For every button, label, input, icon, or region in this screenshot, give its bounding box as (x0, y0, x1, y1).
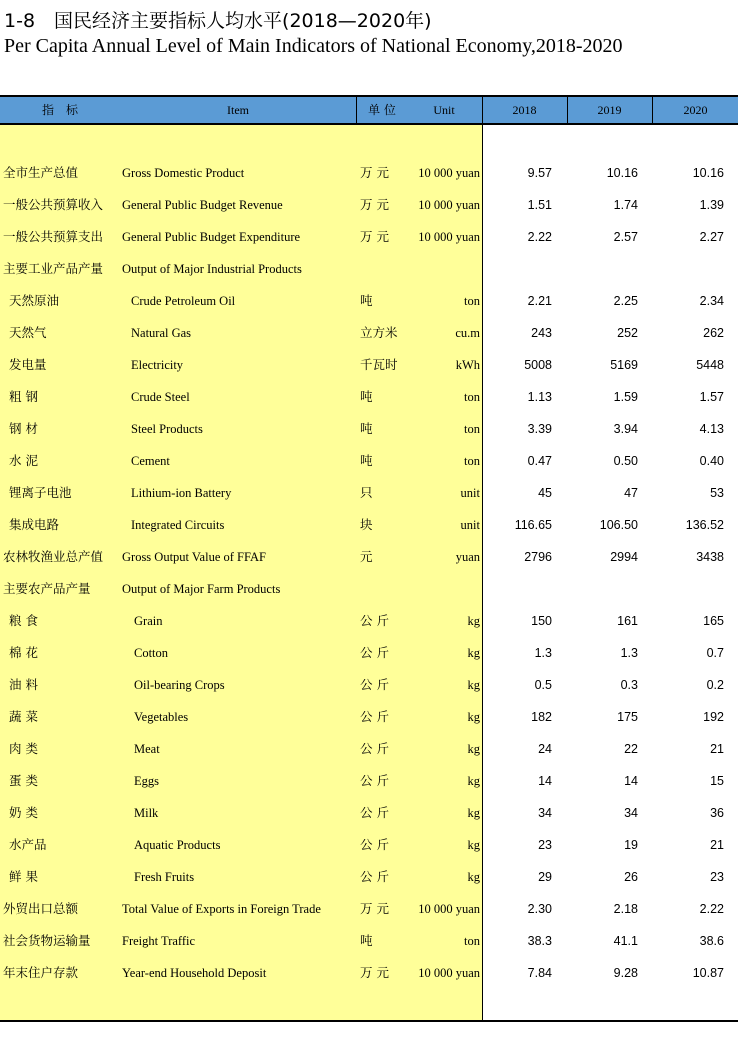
row-unit-en: kg (467, 678, 480, 692)
row-label-en: Aquatic Products (134, 838, 221, 852)
row-unit-en: unit (460, 518, 480, 532)
row-label-en: Electricity (131, 358, 184, 372)
row-value-2018: 2.21 (527, 294, 552, 308)
row-label-en: Eggs (134, 774, 159, 788)
row-unit-cn: 元 (360, 549, 373, 564)
row-unit-cn: 块 (360, 517, 373, 532)
row-unit-cn: 公 斤 (360, 805, 389, 820)
row-label-cn: 水 泥 (9, 453, 38, 468)
row-value-2018: 182 (531, 710, 552, 724)
table-row (0, 349, 738, 381)
row-value-2019: 175 (617, 710, 638, 724)
row-value-2019: 10.16 (606, 166, 638, 180)
row-value-2019: 41.1 (613, 934, 638, 948)
row-label-cn: 年末住户存款 (3, 965, 79, 980)
row-value-2020: 2.27 (699, 230, 724, 244)
row-value-2019: 2.18 (613, 902, 638, 916)
row-label-cn: 蛋 类 (9, 773, 38, 788)
row-value-2019: 1.3 (620, 646, 638, 660)
row-unit-cn: 只 (360, 485, 373, 500)
row-label-cn: 外贸出口总额 (3, 901, 79, 916)
row-value-2018: 1.51 (527, 198, 552, 212)
row-value-2020: 0.2 (706, 678, 724, 692)
row-label-cn: 水产品 (9, 837, 47, 852)
row-unit-en: 10 000 yuan (418, 166, 480, 180)
table-row (0, 477, 738, 509)
row-unit-en: 10 000 yuan (418, 198, 480, 212)
row-unit-en: 10 000 yuan (418, 902, 480, 916)
table-row (0, 957, 738, 989)
row-value-2020: 3438 (696, 550, 724, 564)
row-value-2018: 29 (538, 870, 552, 884)
row-value-2018: 24 (538, 742, 552, 756)
row-label-cn: 鲜 果 (9, 869, 38, 884)
row-label-cn: 奶 类 (9, 805, 38, 820)
row-value-2018: 7.84 (527, 966, 552, 980)
row-unit-en: unit (460, 486, 480, 500)
row-unit-cn: 万 元 (360, 165, 389, 180)
row-unit-cn: 万 元 (360, 229, 389, 244)
row-unit-en: kg (467, 838, 480, 852)
row-label-cn: 锂离子电池 (9, 485, 72, 500)
page-title-en: Per Capita Annual Level of Main Indicators of National Economy,2018-2020 (4, 35, 623, 57)
table-row (0, 285, 738, 317)
row-value-2020: 23 (710, 870, 724, 884)
row-value-2018: 3.39 (527, 422, 552, 436)
row-unit-cn: 公 斤 (360, 837, 389, 852)
row-unit-en: kg (467, 870, 480, 884)
row-label-en: Natural Gas (131, 326, 192, 340)
table-row (0, 541, 738, 573)
row-value-2019: 252 (617, 326, 638, 340)
row-unit-cn: 吨 (360, 453, 373, 468)
row-value-2018: 116.65 (514, 518, 552, 532)
header-year-2018: 2018 (512, 103, 537, 117)
row-value-2020: 21 (710, 838, 724, 852)
row-label-en: Freight Traffic (122, 934, 196, 948)
row-label-en: Steel Products (131, 422, 203, 436)
row-value-2020: 21 (710, 742, 724, 756)
row-unit-cn: 立方米 (360, 325, 398, 340)
row-label-en: Lithium-ion Battery (131, 486, 232, 500)
row-value-2018: 2.22 (527, 230, 552, 244)
row-value-2019: 3.94 (613, 422, 638, 436)
row-value-2020: 53 (710, 486, 724, 500)
header-indicator-cn: 指 标 (41, 103, 78, 117)
row-unit-cn: 公 斤 (360, 677, 389, 692)
row-unit-cn: 吨 (360, 293, 373, 308)
row-value-2018: 23 (538, 838, 552, 852)
row-value-2018: 150 (531, 614, 552, 628)
row-unit-cn: 万 元 (360, 901, 389, 916)
row-label-cn: 农林牧渔业总产值 (3, 549, 104, 564)
row-value-2020: 5448 (696, 358, 724, 372)
row-label-cn: 主要农产品产量 (3, 581, 91, 596)
row-value-2019: 2.25 (613, 294, 638, 308)
row-label-cn: 社会货物运输量 (3, 933, 91, 948)
header-unit-en: Unit (433, 103, 455, 117)
row-unit-cn: 公 斤 (360, 613, 389, 628)
table-row (0, 733, 738, 765)
row-value-2019: 161 (617, 614, 638, 628)
table-row (0, 381, 738, 413)
row-label-cn: 钢 材 (9, 421, 38, 436)
table-row (0, 317, 738, 349)
row-value-2019: 19 (624, 838, 638, 852)
row-value-2020: 10.87 (692, 966, 724, 980)
header-item-en: Item (227, 103, 249, 117)
header-year-2019: 2019 (597, 103, 622, 117)
table-row (0, 861, 738, 893)
row-value-2018: 9.57 (527, 166, 552, 180)
row-value-2018: 2.30 (527, 902, 552, 916)
row-label-en: Milk (134, 806, 159, 820)
table-row (0, 573, 738, 605)
row-value-2018: 5008 (524, 358, 552, 372)
row-value-2020: 136.52 (685, 518, 724, 532)
row-unit-cn: 千瓦时 (360, 357, 398, 372)
row-value-2019: 1.59 (613, 390, 638, 404)
row-value-2020: 262 (703, 326, 724, 340)
row-value-2020: 0.7 (706, 646, 724, 660)
row-label-cn: 全市生产总值 (3, 165, 79, 180)
row-unit-en: ton (464, 294, 480, 308)
row-value-2018: 243 (531, 326, 552, 340)
row-label-en: Oil-bearing Crops (134, 678, 225, 692)
row-value-2019: 26 (624, 870, 638, 884)
row-value-2020: 1.57 (699, 390, 724, 404)
row-value-2020: 2.22 (699, 902, 724, 916)
row-label-en: Vegetables (134, 710, 189, 724)
row-unit-cn: 公 斤 (360, 741, 389, 756)
row-value-2019: 22 (624, 742, 638, 756)
table-row (0, 829, 738, 861)
row-value-2018: 2796 (524, 550, 552, 564)
row-unit-en: ton (464, 390, 480, 404)
row-label-cn: 肉 类 (9, 741, 38, 756)
row-label-en: Grain (134, 614, 163, 628)
row-unit-en: kg (467, 774, 480, 788)
row-label-cn: 油 料 (9, 677, 38, 692)
row-label-cn: 粗 钢 (9, 389, 38, 404)
table-row (0, 221, 738, 253)
row-value-2018: 0.47 (527, 454, 552, 468)
row-label-en: Output of Major Farm Products (122, 582, 281, 596)
row-unit-cn: 万 元 (360, 197, 389, 212)
row-label-cn: 天然原油 (9, 293, 60, 308)
row-label-en: Year-end Household Deposit (122, 966, 267, 980)
row-label-cn: 蔬 菜 (9, 709, 38, 724)
header-year-2020: 2020 (683, 103, 708, 117)
table-row (0, 605, 738, 637)
row-label-cn: 主要工业产品产量 (3, 261, 104, 276)
row-unit-en: 10 000 yuan (418, 230, 480, 244)
row-unit-cn: 公 斤 (360, 869, 389, 884)
row-unit-en: kg (467, 710, 480, 724)
row-label-en: Gross Domestic Product (122, 166, 245, 180)
table-row (0, 637, 738, 669)
row-value-2020: 36 (710, 806, 724, 820)
row-label-en: Crude Steel (131, 390, 190, 404)
row-value-2019: 2994 (610, 550, 638, 564)
row-unit-cn: 公 斤 (360, 709, 389, 724)
row-value-2019: 1.74 (613, 198, 638, 212)
row-label-cn: 棉 花 (9, 645, 38, 660)
row-value-2018: 38.3 (527, 934, 552, 948)
table-row (0, 925, 738, 957)
row-value-2019: 34 (624, 806, 638, 820)
row-label-en: Cotton (134, 646, 169, 660)
row-label-en: General Public Budget Revenue (122, 198, 283, 212)
table-row (0, 765, 738, 797)
row-unit-en: ton (464, 934, 480, 948)
row-unit-en: ton (464, 454, 480, 468)
row-value-2019: 0.50 (613, 454, 638, 468)
row-value-2020: 38.6 (699, 934, 724, 948)
row-unit-en: cu.m (455, 326, 480, 340)
row-unit-cn: 公 斤 (360, 645, 389, 660)
row-label-cn: 天然气 (9, 325, 47, 340)
table-row (0, 445, 738, 477)
row-label-en: Crude Petroleum Oil (131, 294, 236, 308)
row-unit-en: kg (467, 614, 480, 628)
table-row (0, 701, 738, 733)
table-row (0, 189, 738, 221)
row-value-2020: 2.34 (699, 294, 724, 308)
row-value-2019: 106.50 (599, 518, 638, 532)
row-value-2019: 0.3 (620, 678, 638, 692)
row-unit-en: kg (467, 806, 480, 820)
row-value-2018: 0.5 (534, 678, 552, 692)
table-row (0, 509, 738, 541)
row-label-cn: 发电量 (9, 357, 47, 372)
header-unit-cn: 单 位 (368, 103, 396, 117)
row-value-2020: 15 (710, 774, 724, 788)
table-row (0, 253, 738, 285)
table-row (0, 669, 738, 701)
indicator-table (0, 95, 738, 1022)
row-label-en: Fresh Fruits (134, 870, 195, 884)
row-unit-en: 10 000 yuan (418, 966, 480, 980)
row-value-2018: 1.3 (534, 646, 552, 660)
row-unit-en: kg (467, 646, 480, 660)
table-row (0, 893, 738, 925)
row-value-2020: 10.16 (692, 166, 724, 180)
row-value-2020: 165 (703, 614, 724, 628)
row-value-2020: 1.39 (699, 198, 724, 212)
row-label-en: General Public Budget Expenditure (122, 230, 301, 244)
row-label-cn: 一般公共预算收入 (3, 197, 104, 212)
row-value-2019: 2.57 (613, 230, 638, 244)
row-value-2018: 34 (538, 806, 552, 820)
row-label-en: Meat (134, 742, 160, 756)
row-value-2020: 192 (703, 710, 724, 724)
row-value-2020: 0.40 (699, 454, 724, 468)
row-label-en: Gross Output Value of FFAF (122, 550, 266, 564)
table-header (0, 95, 738, 125)
table-row (0, 413, 738, 445)
row-unit-en: ton (464, 422, 480, 436)
row-unit-en: kWh (455, 358, 480, 372)
row-value-2018: 1.13 (527, 390, 552, 404)
row-value-2018: 14 (538, 774, 552, 788)
page-title-cn: 1-8 国民经济主要指标人均水平(2018—2020年) (4, 10, 432, 32)
row-label-en: Integrated Circuits (131, 518, 225, 532)
table-row (0, 157, 738, 189)
row-unit-en: kg (467, 742, 480, 756)
row-value-2019: 47 (624, 486, 638, 500)
row-unit-cn: 万 元 (360, 965, 389, 980)
row-unit-cn: 吨 (360, 389, 373, 404)
row-label-cn: 粮 食 (9, 613, 38, 628)
row-value-2019: 9.28 (613, 966, 638, 980)
row-unit-cn: 吨 (360, 933, 373, 948)
row-label-cn: 一般公共预算支出 (3, 229, 104, 244)
row-value-2019: 14 (624, 774, 638, 788)
row-value-2018: 45 (538, 486, 552, 500)
row-unit-en: yuan (455, 550, 480, 564)
row-unit-cn: 公 斤 (360, 773, 389, 788)
row-label-cn: 集成电路 (9, 517, 60, 532)
row-value-2019: 5169 (610, 358, 638, 372)
row-label-en: Total Value of Exports in Foreign Trade (122, 902, 321, 916)
table-row (0, 797, 738, 829)
row-value-2020: 4.13 (699, 422, 724, 436)
row-label-en: Cement (131, 454, 170, 468)
row-label-en: Output of Major Industrial Products (122, 262, 302, 276)
row-unit-cn: 吨 (360, 421, 373, 436)
